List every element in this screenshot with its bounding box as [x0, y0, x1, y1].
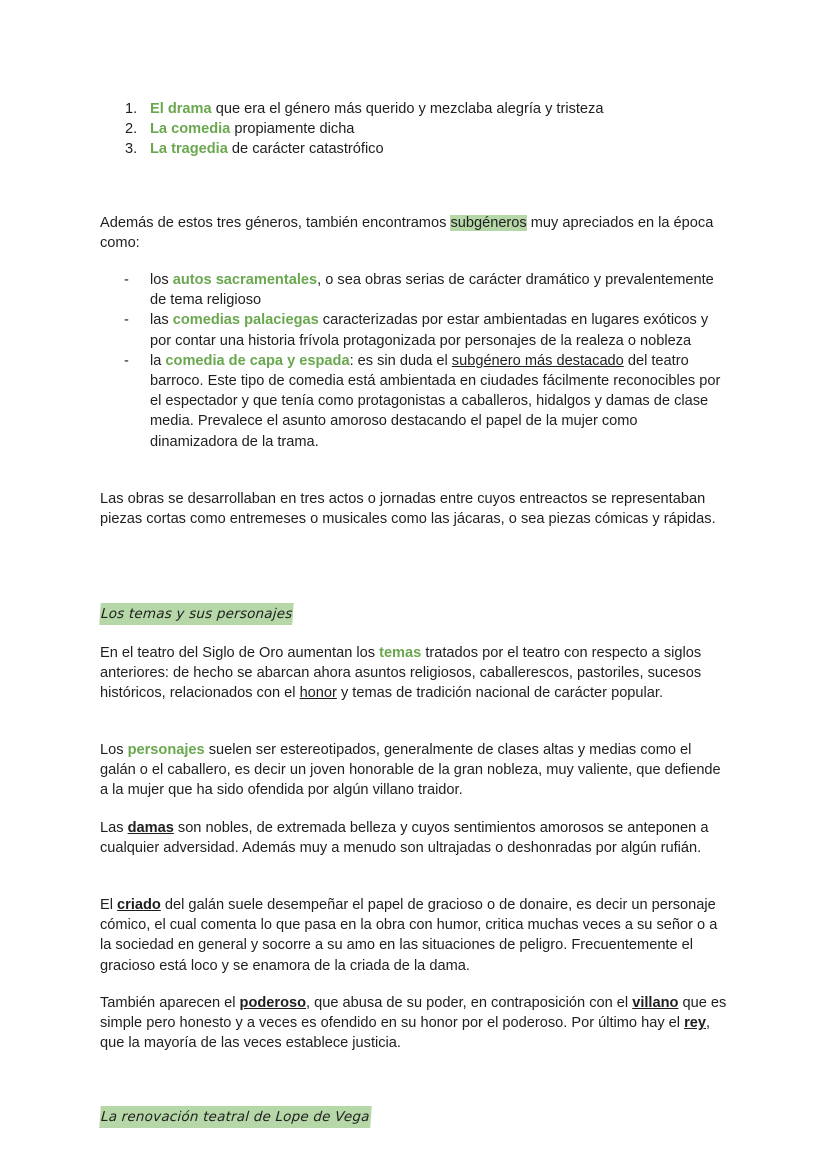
key-term: personajes: [127, 742, 205, 758]
genre-term: El drama: [150, 101, 212, 117]
list-item: 3. La tragedia de carácter catastrófico: [125, 141, 384, 158]
list-item: 2. La comedia propiamente dicha: [125, 121, 355, 138]
acts-paragraph: Las obras se desarrollaban en tres actos o jornadas entre cuyos entreactos se representaban piezas cortas como entremeses o musicales como las jácaras, o sea piezas cómicas y rápidas.: [100, 491, 716, 528]
list-item: - las comedias palaciegas caracterizadas por estar ambientadas en lugares exóticos y por contar una historia frívola protagonizada por personajes de la realeza o nobleza: [124, 312, 709, 349]
list-item: - la comedia de capa y espada: es sin duda el subgénero más destacado del teatro barroco. Este tipo de comedia está ambientada en ciudades fácilmente reconocibles por el espectador y que tenía como protagonistas a caballeros, hidalgos y damas de clase media. Prevalece el asunto amoroso destacando el papel de la mujer como dinamizadora de la trama.: [124, 352, 721, 450]
list-item: - los autos sacramentales, o sea obras serias de carácter dramático y prevalentemente de tema religioso: [124, 272, 714, 309]
subgenre-term: comedia de capa y espada: [165, 352, 350, 369]
subgenre-term: comedias palaciegas: [172, 312, 319, 329]
genre-term: La comedia: [150, 121, 231, 138]
intro-paragraph: Además de estos tres géneros, también encontramos subgéneros muy apreciados en la época como:: [100, 215, 714, 252]
key-term: damas: [127, 820, 174, 836]
subgenres-list: [100, 270, 728, 452]
criado-paragraph: El criado del galán suele desempeñar el papel de gracioso o de donaire, es decir un personaje cómico, el cual comenta lo que pasa en la obra con humor, critica muchas veces a su señor o a la sociedad en general y socorre a su amo en las situaciones de peligro. Frecuentemente el gracioso está loco y se enamora de la criada de la dama.: [100, 897, 718, 974]
temas-paragraph: En el teatro del Siglo de Oro aumentan los temas tratados por el teatro con respecto a siglos anteriores: de hecho se abarcan ahora asuntos religiosos, caballerescos, pastoriles, sucesos históricos, relacionados con el honor y temas de tradición nacional de carácter popular.: [100, 645, 702, 702]
damas-paragraph: Las damas son nobles, de extremada belleza y cuyos sentimientos amorosos se anteponen a cualquier adversidad. Además muy a menudo son ultrajadas o deshonradas por algún rufián.: [100, 820, 709, 857]
genres-list: [100, 99, 728, 160]
key-term: rey: [684, 1015, 707, 1032]
poderoso-paragraph: También aparecen el poderoso, que abusa de su poder, en contraposición con el villano que es simple pero honesto y a veces es ofendido en su honor por el poderoso. Por último hay el rey, que la mayoría de las veces establece justicia.: [100, 995, 727, 1052]
section-heading-renovacion: La renovación teatral de Lope de Vega: [99, 1106, 371, 1128]
subgenre-term: autos sacramentales: [172, 272, 318, 288]
underlined-term: honor: [299, 685, 337, 702]
highlighted-term: subgéneros: [450, 215, 527, 231]
key-term: temas: [379, 645, 422, 661]
list-item: 1. El drama que era el género más querido y mezclaba alegría y tristeza: [125, 101, 604, 117]
underlined-phrase: subgénero más destacado: [451, 352, 624, 369]
key-term: poderoso: [239, 995, 307, 1011]
key-term: villano: [632, 995, 679, 1011]
key-term: criado: [117, 897, 161, 913]
personajes-paragraph: Los personajes suelen ser estereotipados, generalmente de clases altas y medias como el galán o el caballero, es decir un joven honorable de la gran nobleza, muy valiente, que defiende a la mujer que ha sido ofendida por algún villano traidor.: [100, 742, 721, 799]
genre-term: La tragedia: [150, 141, 228, 158]
section-heading-temas: Los temas y sus personajes: [99, 603, 294, 625]
